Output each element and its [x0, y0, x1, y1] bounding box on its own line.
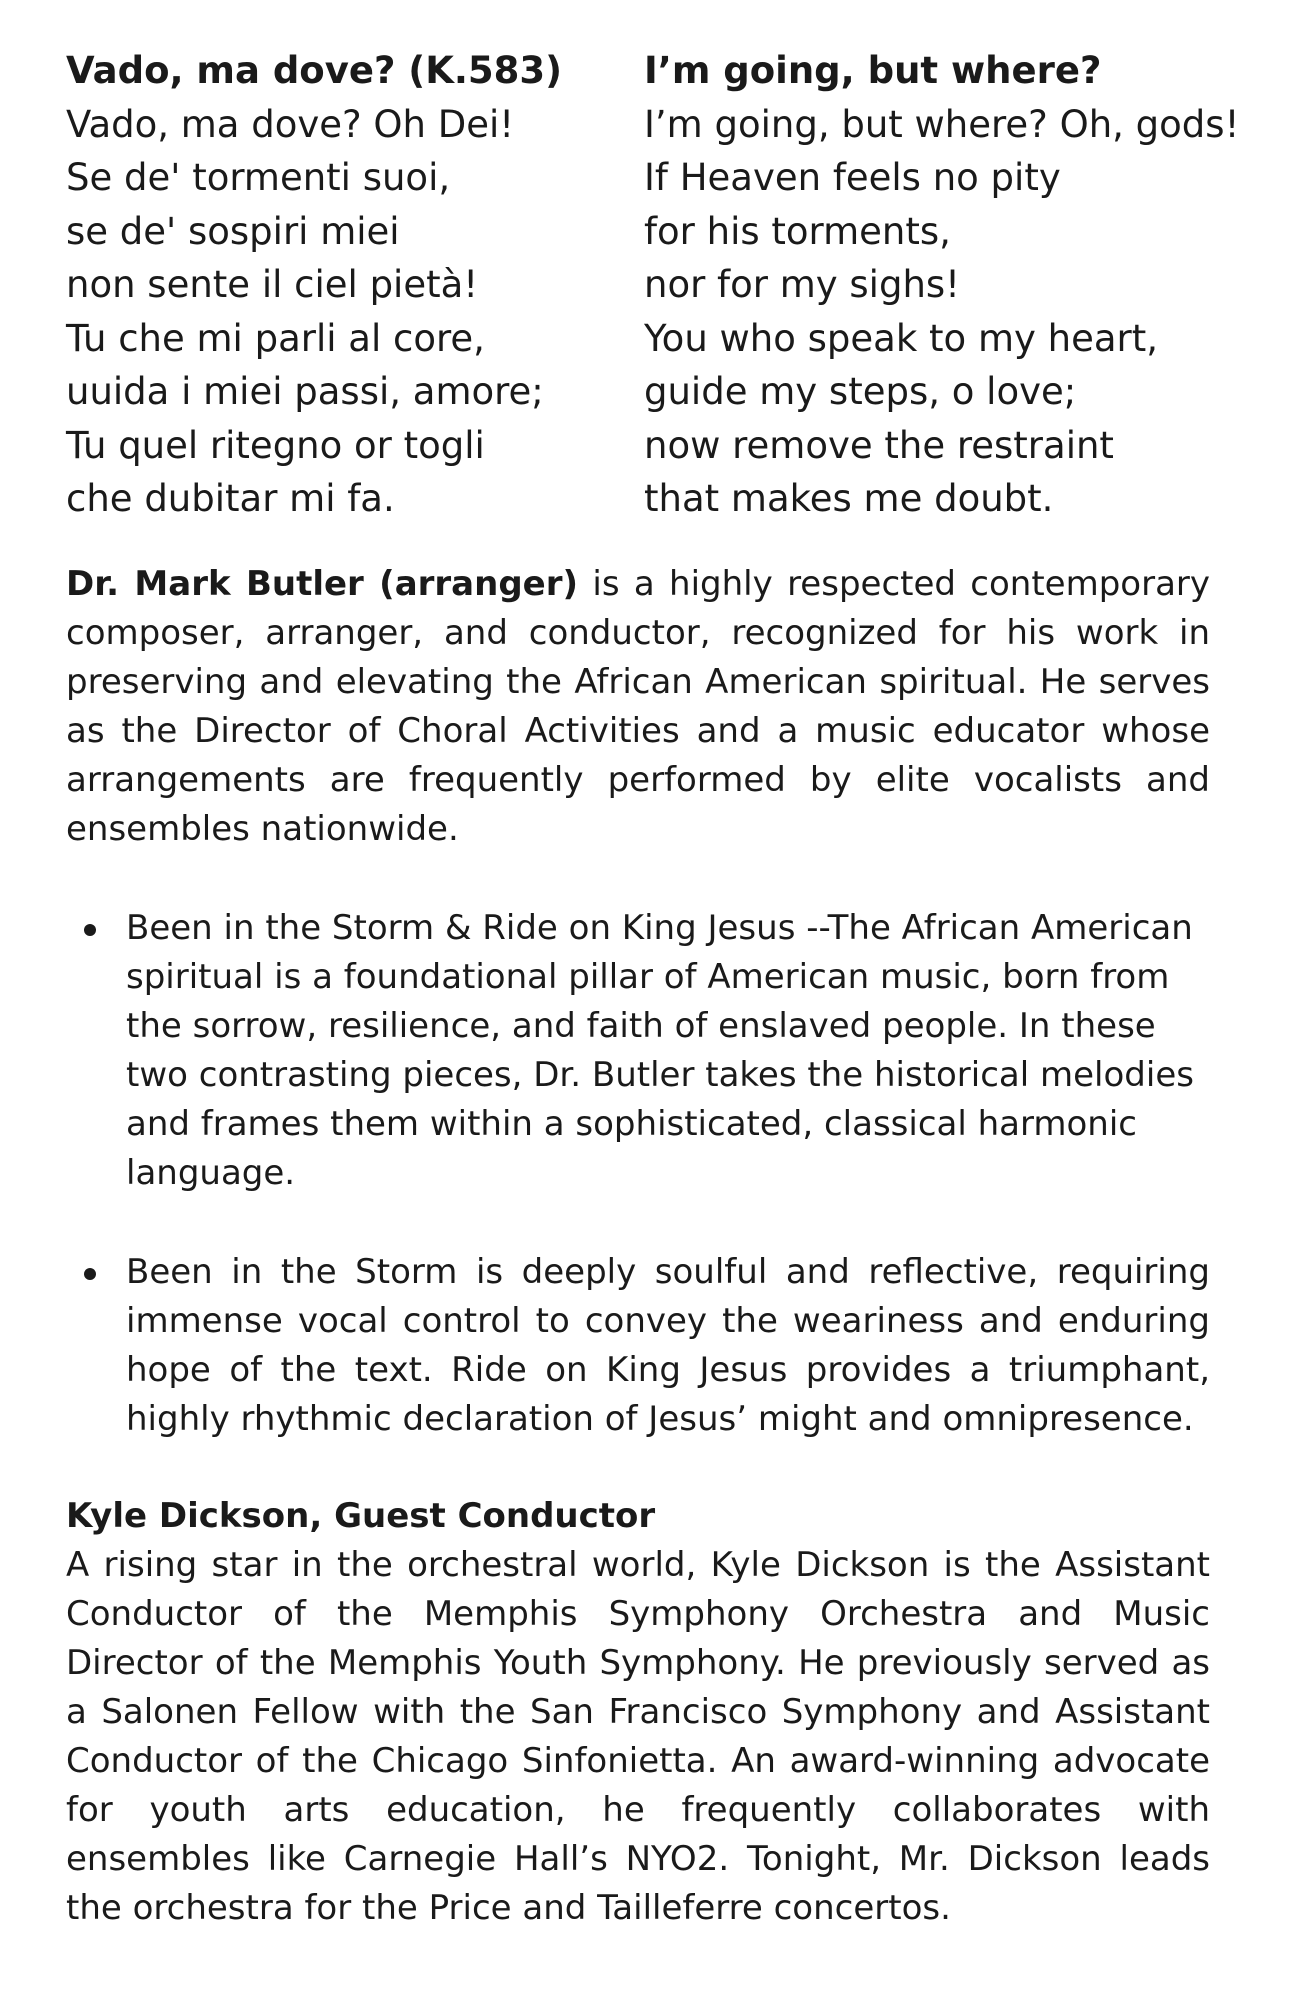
italian-title: Vado, ma dove? (K.583) — [66, 49, 563, 92]
program-note-text: Been in the Storm & Ride on King Jesus --The African American spiritual is a foundational pillar of American music, born from the sorrow, resilience, and faith of enslaved people. In these two contrasting pieces, Dr. Butler takes the historical melodies and frames them within a sophisticated, classical harmonic language. — [126, 907, 1194, 1193]
aria-lyrics — [66, 44, 1240, 526]
english-line: I’m going, but where? Oh, gods! — [644, 102, 1240, 146]
italian-line: Tu che mi parli al core, — [66, 316, 485, 360]
program-note-item — [66, 1248, 1210, 1444]
program-notes-list — [66, 904, 1210, 1444]
bullet-icon — [84, 924, 96, 936]
program-page — [66, 44, 1240, 1933]
english-line: You who speak to my heart, — [644, 316, 1159, 360]
italian-line: non sente il ciel pietà! — [66, 263, 479, 306]
italian-line: uuida i miei passi, amore; — [66, 370, 544, 413]
butler-bio — [66, 560, 1210, 854]
italian-line: Se de' tormenti suoi, — [66, 156, 451, 199]
italian-lyrics — [66, 44, 644, 526]
butler-bio-text: is a highly respected contemporary composer, arranger, and conductor, recognized for his work in preserving and elevating the African American spiritual. He serves as the Director of Choral Activities and a music educator whose arrangements are frequently performed by elite vocalists and ensembles nationwide. — [66, 563, 1211, 849]
english-line: guide my steps, o love; — [644, 370, 1077, 413]
english-line: nor for my sighs! — [644, 263, 960, 306]
bullet-icon — [84, 1268, 96, 1280]
program-note-text: Been in the Storm is deeply soulful and reflective, requiring immense vocal control to convey the weariness and enduring hope of the text. Ride on King Jesus provides a triumphant, highly rhythmic declaration of Jesus’ might and omnipresence. — [126, 1251, 1210, 1439]
english-lyrics — [644, 44, 1240, 526]
english-title: I’m going, but where? — [644, 49, 1102, 92]
conductor-bio — [66, 1492, 1210, 1933]
english-line: for his torments, — [644, 209, 951, 253]
italian-line: Tu quel ritegno or togli — [66, 423, 485, 467]
program-note-item — [66, 904, 1210, 1198]
english-line: If Heaven feels no pity — [644, 156, 1061, 199]
italian-line: Vado, ma dove? Oh Dei! — [66, 102, 515, 146]
conductor-bio-text: A rising star in the orchestral world, Kyle Dickson is the Assistant Conductor of the Memphis Symphony Orchestra and Music Director of the Memphis Youth Symphony. He previously served as a Salonen Fellow with the San Francisco Symphony and Assistant Conductor of the Chicago Sinfonietta. An award-winning advocate for youth arts education, he frequently collaborates with ensembles like Carnegie Hall’s NYO2. Tonight, Mr. Dickson leads the orchestra for the Price and Tailleferre concertos. — [66, 1544, 1210, 1928]
english-line: that makes me doubt. — [644, 477, 1054, 520]
italian-line: che dubitar mi fa. — [66, 477, 395, 520]
italian-line: se de' sospiri miei — [66, 209, 400, 253]
conductor-heading: Kyle Dickson, Guest Conductor — [66, 1495, 656, 1536]
butler-name: Dr. Mark Butler (arranger) — [66, 563, 579, 604]
english-line: now remove the restraint — [644, 423, 1114, 467]
